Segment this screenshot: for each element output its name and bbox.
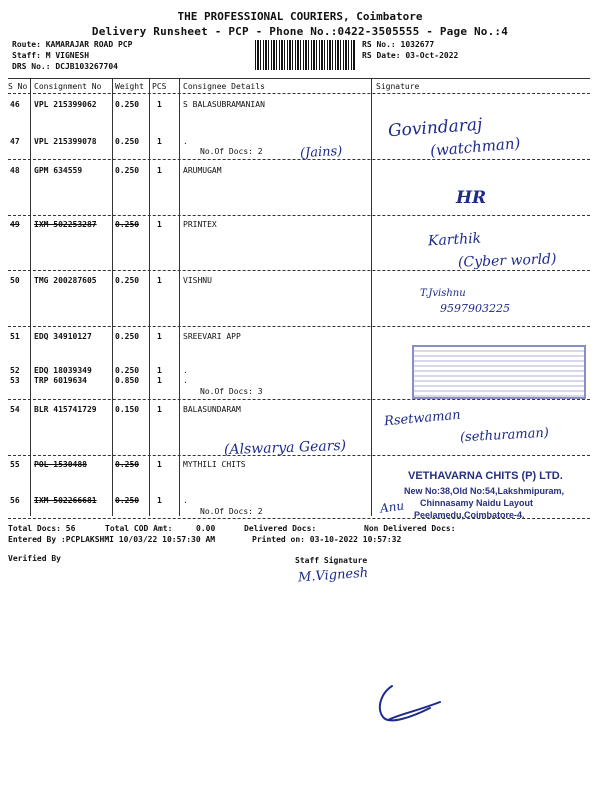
row-weight: 0.250 — [115, 276, 140, 285]
col-consignment: Consignment No — [34, 82, 102, 91]
row-consignee: . — [183, 366, 188, 375]
row-consignment: IXM 502266681 — [34, 496, 97, 505]
handwritten-signature: (Cyber world) — [457, 251, 557, 271]
row-consignee: . — [183, 376, 188, 385]
row-sno: 55 — [10, 460, 20, 469]
delivered-docs: Delivered Docs: — [244, 524, 317, 533]
staff-signature: M.Vignesh — [297, 565, 369, 586]
row-weight: 0.250 — [115, 332, 140, 341]
handwritten-signature: Govindaraj — [387, 114, 483, 142]
non-delivered-docs: Non Delivered Docs: — [364, 524, 456, 533]
row-pcs: 1 — [157, 220, 162, 229]
total-cod-label: Total COD Amt: — [105, 524, 173, 533]
row-consignee: BALASUNDARAM — [183, 405, 241, 414]
row-pcs: 1 — [157, 366, 162, 375]
row-sno: 49 — [10, 220, 20, 229]
row-pcs: 1 — [157, 332, 162, 341]
handwritten-signature: (sethuraman) — [459, 425, 550, 446]
stamp-address: New No:38,Old No:54,Lakshmipuram, — [404, 486, 565, 496]
printed-on: Printed on: 03-10-2022 10:57:32 — [252, 535, 402, 544]
col-rule — [30, 78, 31, 516]
row-rule — [8, 326, 590, 327]
barcode — [255, 40, 355, 70]
row-pcs: 1 — [157, 405, 162, 414]
col-rule — [179, 78, 180, 516]
drs-number: DRS No.: DCJB103267704 — [12, 62, 118, 71]
row-pcs: 1 — [157, 276, 162, 285]
row-consignment: GPM 634559 — [34, 166, 83, 175]
staff: Staff: M VIGNESH — [12, 51, 90, 60]
row-consignee: SREEVARI APP — [183, 332, 241, 341]
row-sno: 46 — [10, 100, 20, 109]
header-rule — [8, 93, 590, 94]
row-consignee: . — [183, 496, 188, 505]
row-sno: 50 — [10, 276, 20, 285]
row-sno: 51 — [10, 332, 20, 341]
row-weight: 0.250 — [115, 496, 140, 505]
entered-by: Entered By :PCPLAKSHMI 10/03/22 10:57:30 AM — [8, 535, 216, 544]
row-docs-count: No.Of Docs: 2 — [200, 507, 263, 516]
row-consignment: EDQ 34910127 — [34, 332, 92, 341]
verified-by: Verified By — [8, 554, 61, 563]
ink-stamp — [412, 345, 586, 399]
row-pcs: 1 — [157, 137, 162, 146]
stamp-address: Peelamedu,Coimbatore-4. — [414, 510, 525, 520]
staff-signature-label: Staff Signature — [295, 556, 368, 565]
row-consignment: IXM 502253287 — [34, 220, 97, 229]
row-weight: 0.250 — [115, 100, 140, 109]
col-signature: Signature — [376, 82, 420, 91]
row-consignment: BLR 415741729 — [34, 405, 97, 414]
col-rule — [371, 78, 372, 516]
row-rule — [8, 270, 590, 271]
handwritten-signature: Anu — [379, 498, 405, 516]
row-consignment: VPL 215399078 — [34, 137, 97, 146]
row-pcs: 1 — [157, 376, 162, 385]
stamp-address: Chinnasamy Naidu Layout — [420, 498, 534, 508]
row-rule — [8, 399, 590, 400]
row-rule — [8, 215, 590, 216]
row-sno: 52 — [10, 366, 20, 375]
row-weight: 0.250 — [115, 220, 140, 229]
total-cod-value: 0.00 — [196, 524, 216, 533]
row-pcs: 1 — [157, 496, 162, 505]
col-consignee: Consignee Details — [183, 82, 265, 91]
row-consignee: PRINTEX — [183, 220, 217, 229]
handwritten-signature: (watchman) — [429, 134, 522, 160]
handwritten-signature: Rsetwaman — [383, 407, 462, 430]
row-consignee: ARUMUGAM — [183, 166, 222, 175]
handwritten-phone: 9597903225 — [440, 302, 510, 315]
runsheet-subtitle: Delivery Runsheet - PCP - Phone No.:0422-3505555 - Page No.:4 — [91, 25, 509, 38]
col-rule — [149, 78, 150, 516]
rs-number: RS No.: 1032677 — [362, 40, 435, 49]
row-consignee: S BALASUBRAMANIAN — [183, 100, 265, 109]
row-consignment: EDQ 18039349 — [34, 366, 92, 375]
row-consignment: TRP 6019634 — [34, 376, 87, 385]
row-sno: 47 — [10, 137, 20, 146]
row-weight: 0.250 — [115, 137, 140, 146]
row-weight: 0.850 — [115, 376, 140, 385]
table-top-rule — [8, 78, 590, 79]
rs-date: RS Date: 03-Oct-2022 — [362, 51, 459, 60]
route: Route: KAMARAJAR ROAD PCP — [12, 40, 133, 49]
handwritten-signature: Karthik — [427, 230, 482, 250]
row-sno: 54 — [10, 405, 20, 414]
row-consignee: VISHNU — [183, 276, 212, 285]
handwritten-signature: T.Jvishnu — [420, 288, 466, 299]
row-weight: 0.150 — [115, 405, 140, 414]
row-pcs: 1 — [157, 100, 162, 109]
row-consignment: VPL 215399062 — [34, 100, 97, 109]
row-weight: 0.250 — [115, 460, 140, 469]
row-sno: 56 — [10, 496, 20, 505]
row-pcs: 1 — [157, 460, 162, 469]
handwritten-note: (Alswarya Gears) — [223, 437, 347, 459]
col-weight: Weight — [115, 82, 144, 91]
row-rule — [8, 159, 590, 160]
row-consignment: TMG 200287605 — [34, 276, 97, 285]
row-sno: 48 — [10, 166, 20, 175]
handwritten-note: (Jains) — [299, 143, 343, 162]
total-docs: Total Docs: 56 — [8, 524, 76, 533]
stamp-company: VETHAVARNA CHITS (P) LTD. — [408, 470, 563, 482]
col-pcs: PCS — [152, 82, 167, 91]
pen-scribble — [370, 680, 450, 730]
company-title: THE PROFESSIONAL COURIERS, Coimbatore — [177, 10, 423, 23]
row-consignee: . — [183, 137, 188, 146]
row-sno: 53 — [10, 376, 20, 385]
handwritten-signature: HR — [456, 188, 487, 208]
row-consignment: POL 1530488 — [34, 460, 87, 469]
col-sno: S No — [8, 82, 28, 91]
row-weight: 0.250 — [115, 366, 140, 375]
row-pcs: 1 — [157, 166, 162, 175]
row-docs-count: No.Of Docs: 2 — [200, 147, 263, 156]
row-weight: 0.250 — [115, 166, 140, 175]
row-consignee: MYTHILI CHITS — [183, 460, 246, 469]
col-rule — [112, 78, 113, 516]
row-docs-count: No.Of Docs: 3 — [200, 387, 263, 396]
